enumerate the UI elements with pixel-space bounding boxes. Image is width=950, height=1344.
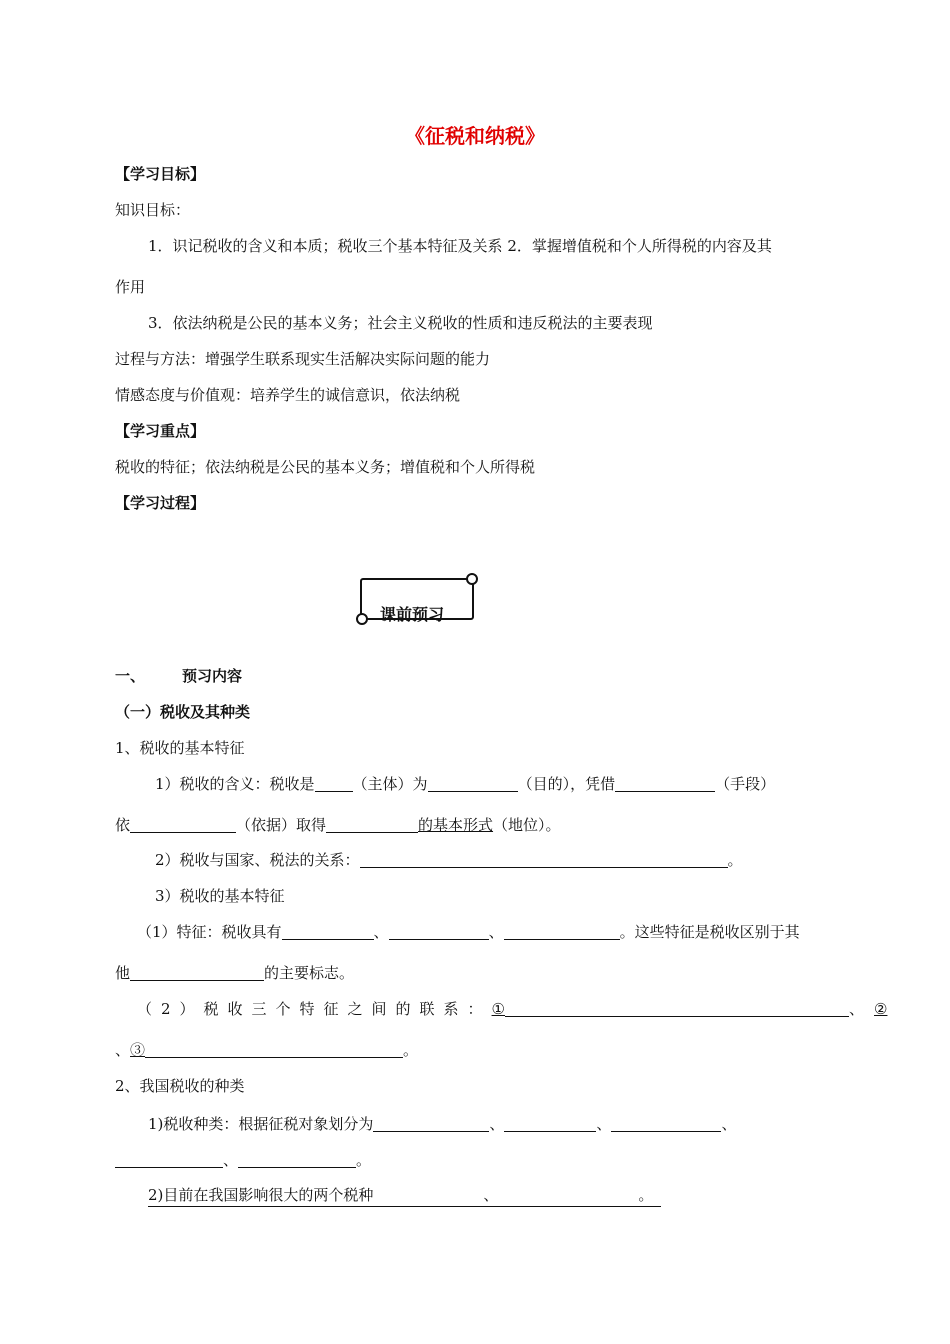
blank-relation-3[interactable] xyxy=(145,1041,403,1058)
blank-type-4[interactable] xyxy=(115,1151,223,1168)
objective-item-1-continued: 作用 xyxy=(115,278,146,296)
emotion-value: 情感态度与价值观：培养学生的诚信意识，依法纳税 xyxy=(115,386,461,404)
keypoints-heading: 【学习重点】 xyxy=(115,422,206,440)
blank-relation[interactable] xyxy=(360,851,728,868)
blank-subject[interactable] xyxy=(315,775,353,792)
features-line-1: （1）特征：税收具有 、 、 。这些特征是税收区别于其 xyxy=(137,923,800,941)
subsection-1-title: （一）税收及其种类 xyxy=(115,703,251,721)
keypoints-text: 税收的特征；依法纳税是公民的基本义务；增值税和个人所得税 xyxy=(115,458,536,476)
tax-features-heading: 3）税收的基本特征 xyxy=(155,887,285,905)
blank-distinction[interactable] xyxy=(130,964,264,981)
tax-definition-line-2: 依 （依据）取得 的基本形式（地位）。 xyxy=(115,816,561,834)
major-taxes-line: 2)目前在我国影响很大的两个税种 、 。 xyxy=(148,1185,950,1207)
page-title: 《征税和纳税》 xyxy=(405,124,545,148)
objective-item-3: 3．依法纳税是公民的基本义务；社会主义税收的性质和违反税法的主要表现 xyxy=(148,314,653,332)
tax-definition-line-1: 1）税收的含义：税收是 （主体）为 （目的），凭借 （手段） xyxy=(155,775,776,793)
question-2-title: 2、我国税收的种类 xyxy=(115,1077,245,1095)
tax-types-line-1: 1)税收种类：根据征税对象划分为 、 、 、 xyxy=(148,1115,737,1133)
question-1-title: 1、税收的基本特征 xyxy=(115,739,245,757)
blank-type-3[interactable] xyxy=(611,1115,721,1132)
section-1-title: 预习内容 xyxy=(182,667,243,685)
scroll-banner-label: 课前预习 xyxy=(380,605,445,624)
objectives-heading: 【学习目标】 xyxy=(115,165,206,183)
features-relation-line-2: 、③ 。 xyxy=(115,1041,419,1059)
process-method: 过程与方法：增强学生联系现实生活解决实际问题的能力 xyxy=(115,350,491,368)
blank-basis[interactable] xyxy=(130,816,236,833)
blank-purpose[interactable] xyxy=(428,775,518,792)
blank-feature-3[interactable] xyxy=(504,923,620,940)
features-relation-line-1: （2）税收三个特征之间的联系：① 、 ② xyxy=(137,1000,888,1018)
features-line-2: 他 的主要标志。 xyxy=(115,964,355,982)
tax-relation-line: 2）税收与国家、税法的关系： 。 xyxy=(155,851,743,869)
process-heading: 【学习过程】 xyxy=(115,494,206,512)
tax-types-line-2: 、 。 xyxy=(115,1150,950,1170)
blank-feature-2[interactable] xyxy=(389,923,489,940)
blank-relation-1[interactable] xyxy=(505,1000,849,1017)
objective-item-1: 1．识记税收的含义和本质；税收三个基本特征及关系 2．掌握增值税和个人所得税的内容及其 xyxy=(148,237,772,255)
blank-type-5[interactable] xyxy=(238,1151,356,1168)
section-1-number: 一、 xyxy=(115,667,146,685)
blank-feature-1[interactable] xyxy=(282,923,374,940)
knowledge-label: 知识目标： xyxy=(115,201,191,219)
blank-revenue[interactable] xyxy=(326,816,418,833)
blank-type-1[interactable] xyxy=(373,1115,489,1132)
blank-means[interactable] xyxy=(615,775,715,792)
blank-type-2[interactable] xyxy=(504,1115,596,1132)
